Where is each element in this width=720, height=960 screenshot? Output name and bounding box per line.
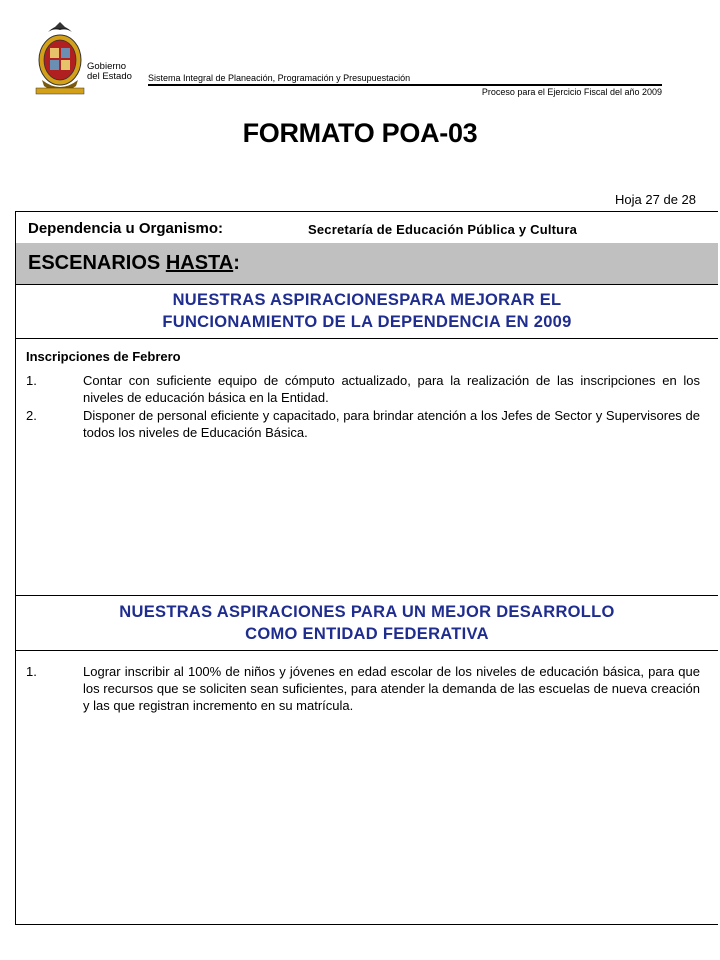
dependency-row bbox=[16, 212, 718, 244]
process-label: Proceso para el Ejercicio Fiscal del año 2009 bbox=[481, 87, 662, 97]
list-item-text: Contar con suficiente equipo de cómputo actualizado, para la realización de las inscripciones en los niveles de educación básica en la Entidad. bbox=[83, 373, 700, 405]
page-title: FORMATO POA-03 bbox=[242, 118, 478, 148]
section2-heading-line1: NUESTRAS ASPIRACIONES PARA UN MEJOR DESARROLLO bbox=[119, 603, 615, 621]
poa-form bbox=[15, 211, 718, 925]
section1-subheading: Inscripciones de Febrero bbox=[26, 349, 181, 364]
dependency-value: Secretaría de Educación Pública y Cultura bbox=[308, 222, 578, 237]
dependency-label: Dependencia u Organismo: bbox=[28, 220, 224, 237]
section1-heading bbox=[16, 284, 718, 339]
section2-heading bbox=[16, 595, 718, 651]
section1-heading-line2: FUNCIONAMIENTO DE LA DEPENDENCIA EN 2009 bbox=[162, 313, 572, 331]
list-item-number: 2. bbox=[26, 408, 37, 423]
section1-body bbox=[16, 339, 718, 596]
section2-heading-line2: COMO ENTIDAD FEDERATIVA bbox=[245, 625, 489, 643]
scenarios-prefix: ESCENARIOS bbox=[28, 252, 166, 274]
list-item-number: 1. bbox=[26, 664, 37, 679]
system-name: Sistema Integral de Planeación, Programación y Presupuestación bbox=[148, 73, 411, 83]
list-item bbox=[26, 663, 700, 714]
scenarios-heading bbox=[28, 252, 240, 275]
page-indicator: Hoja 27 de 28 bbox=[615, 192, 696, 207]
list-item-number: 1. bbox=[26, 373, 37, 388]
scenarios-band bbox=[16, 243, 718, 285]
government-line1: Gobierno bbox=[87, 61, 127, 72]
scenarios-underlined: HASTA bbox=[165, 252, 234, 274]
section1-list bbox=[26, 372, 700, 442]
list-item-text: Lograr inscribir al 100% de niños y jóvenes en edad escolar de los niveles de educación básica, para que los recursos que se soliciten sean suficientes, para atender la demanda de las escuelas de nueva creación y las que registran incremento en su matrícula. bbox=[83, 664, 700, 713]
government-label bbox=[87, 62, 132, 82]
list-item-text: Disponer de personal eficiente y capacitado, para brindar atención a los Jefes de Sector y Supervisores de todos los niveles de Educación Básica. bbox=[83, 408, 700, 440]
header-rule bbox=[148, 84, 662, 86]
list-item bbox=[26, 407, 700, 441]
section2-list bbox=[26, 663, 700, 715]
list-item bbox=[26, 372, 700, 406]
section1-heading-line1: NUESTRAS ASPIRACIONESPARA MEJORAR EL bbox=[172, 291, 562, 309]
scenarios-suffix: : bbox=[233, 252, 240, 274]
government-line2: del Estado bbox=[87, 71, 132, 82]
state-seal-icon bbox=[34, 18, 86, 96]
section2-body bbox=[16, 651, 718, 924]
